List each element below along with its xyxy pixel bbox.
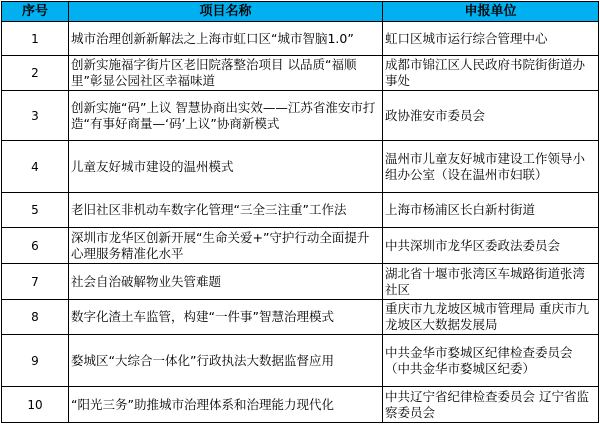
table-row (2, 56, 599, 91)
row-number: 7 (2, 264, 69, 300)
table-header-row (2, 2, 599, 22)
row-number: 10 (2, 387, 69, 423)
table-row (2, 300, 599, 335)
project-table-container (1, 1, 599, 423)
table-row (2, 193, 599, 228)
row-number: 1 (2, 22, 69, 56)
row-number: 3 (2, 91, 69, 141)
table-row (2, 228, 599, 264)
row-number: 4 (2, 141, 69, 193)
table-row (2, 264, 599, 300)
applicant-unit: 成都市锦江区人民政府书院街街道办事处 (383, 56, 599, 91)
header-project-name: 项目名称 (69, 2, 383, 22)
table-row (2, 387, 599, 423)
applicant-unit: 温州市儿童友好城市建设工作领导小组办公室（设在温州市妇联） (383, 141, 599, 193)
project-name: 社会自治破解物业失管难题 (69, 264, 383, 300)
applicant-unit: 中共辽宁省纪律检查委员会 辽宁省监察委员会 (383, 387, 599, 423)
project-table (1, 1, 599, 423)
project-name: 老旧社区非机动车数字化管理“三全三注重”工作法 (69, 193, 383, 228)
table-row (2, 141, 599, 193)
applicant-unit: 湖北省十堰市张湾区车城路街道张湾社区 (383, 264, 599, 300)
table-row (2, 22, 599, 56)
applicant-unit: 中共深圳市龙华区委政法委员会 (383, 228, 599, 264)
row-number: 6 (2, 228, 69, 264)
row-number: 5 (2, 193, 69, 228)
applicant-unit: 政协淮安市委员会 (383, 91, 599, 141)
project-name: 儿童友好城市建设的温州模式 (69, 141, 383, 193)
row-number: 2 (2, 56, 69, 91)
row-number: 9 (2, 335, 69, 387)
project-name: 数字化渣土车监管，构建“一件事”智慧治理模式 (69, 300, 383, 335)
applicant-unit: 重庆市九龙坡区城市管理局 重庆市九龙坡区大数据发展局 (383, 300, 599, 335)
table-row (2, 335, 599, 387)
table-row (2, 91, 599, 141)
project-name: 创新实施福字街片区老旧院落整治项目 以品质“福顺里”彰显公园社区幸福味道 (69, 56, 383, 91)
header-number: 序号 (2, 2, 69, 22)
row-number: 8 (2, 300, 69, 335)
applicant-unit: 虹口区城市运行综合管理中心 (383, 22, 599, 56)
project-name: 婺城区“大综合一体化”行政执法大数据监督应用 (69, 335, 383, 387)
applicant-unit: 中共金华市婺城区纪律检查委员会（中共金华市婺城区纪委） (383, 335, 599, 387)
applicant-unit: 上海市杨浦区长白新村街道 (383, 193, 599, 228)
header-applicant-unit: 申报单位 (383, 2, 599, 22)
project-name: 深圳市龙华区创新开展“生命关爱+”守护行动全面提升心理服务精准化水平 (69, 228, 383, 264)
project-name: 创新实施“码”上议 智慧协商出实效——江苏省淮安市打造“有事好商量—‘码’上议”协商新模式 (69, 91, 383, 141)
project-name: “阳光三务”助推城市治理体系和治理能力现代化 (69, 387, 383, 423)
project-name: 城市治理创新新解法之上海市虹口区“城市智脑1.0” (69, 22, 383, 56)
